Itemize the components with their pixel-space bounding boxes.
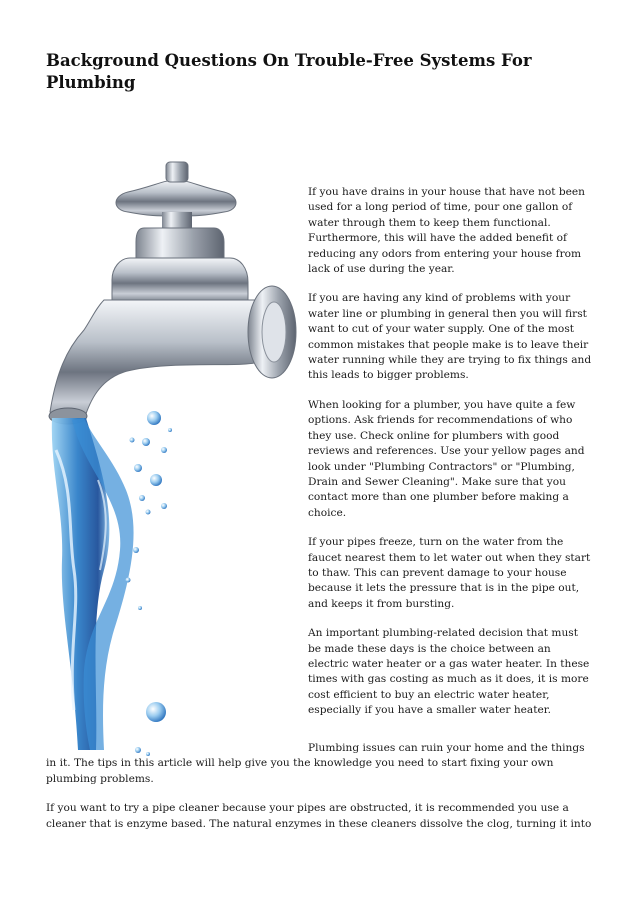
faucet-handle [116, 162, 236, 228]
paragraph: When looking for a plumber, you have quite a few options. Ask friends for recommendations of who they use. Check online for plumbers with good reviews and references. Use your yellow pages and look under "Plumbing Contractors" or "Plumbing, Drain and Sewer Cleaning". Make sure that you contact more than one plumber before making a choice. [308, 398, 585, 519]
faucet-image [44, 150, 306, 760]
paragraph: If your pipes freeze, turn on the water from the faucet nearest them to let water out when they start to thaw. This can prevent damage to your house because it lets the pressure that is in the pipe out, and keeps it from bursting. [308, 536, 591, 610]
paragraph: An important plumbing-related decision that must be made these days is the choice between an electric water heater or a gas water heater. In these times with gas costing as much as it does, it is more cost efficient to buy an electric water heater, especially if you have a smaller water heater. [308, 627, 590, 717]
water-droplets [126, 411, 173, 756]
faucet-body [49, 228, 296, 424]
article-side-column [308, 185, 594, 733]
paragraph: If you are having any kind of problems with your water line or plumbing in general then you will first want to cut of your water supply. One of the most common mistakes that people make is to leave their water running while they are trying to fix things and this leads to bigger problems. [308, 292, 592, 382]
article-title: Background Questions On Trouble-Free Systems For Plumbing [46, 51, 532, 92]
water-stream [52, 418, 134, 750]
article-wide-column [46, 741, 596, 846]
paragraph: If you want to try a pipe cleaner because your pipes are obstructed, it is recommended you use a cleaner that is enzyme based. The natural enzymes in these cleaners dissolve the clog, turning it into [46, 802, 592, 830]
paragraph: Plumbing issues can ruin your home and the things in it. The tips in this article will help give you the knowledge you need to start fixing your own plumbing problems. [46, 742, 585, 785]
paragraph: If you have drains in your house that have not been used for a long period of time, pour one gallon of water through them to keep them functional. Furthermore, this will have the added benefit of reducing any odors from entering your house from lack of use during the year. [308, 186, 586, 276]
